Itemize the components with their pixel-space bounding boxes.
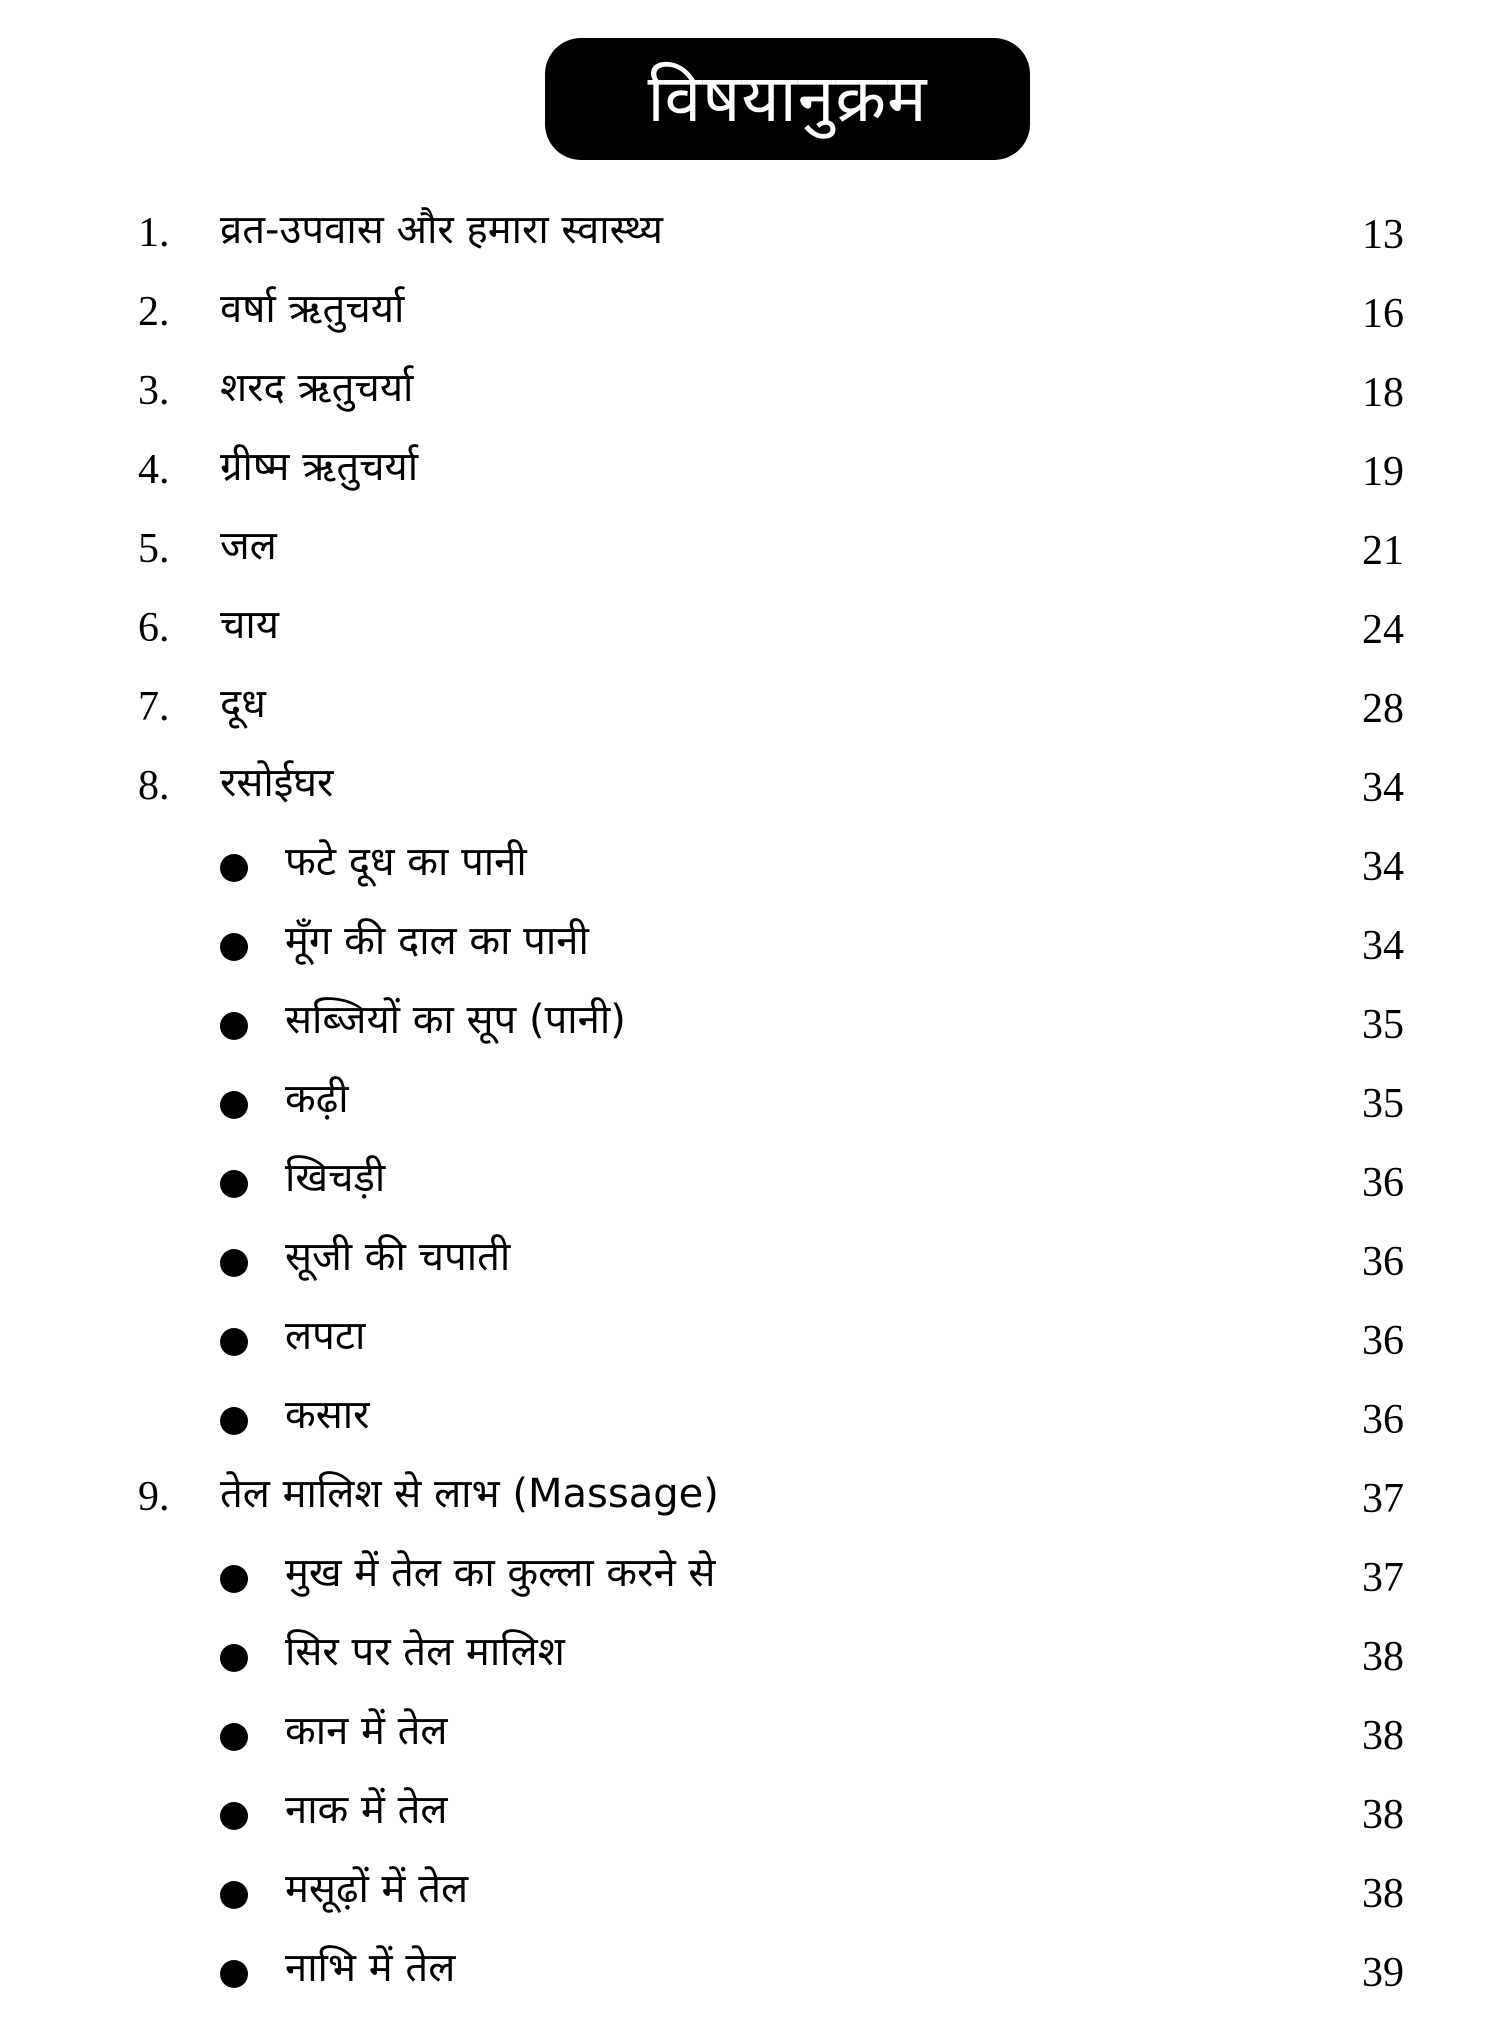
toc-subentry-title: सिर पर तेल मालिश (285, 1629, 565, 1675)
toc-entry[interactable] (0, 753, 1500, 832)
bullet-icon (220, 1249, 248, 1277)
toc-subentry-page: 38 (1362, 1792, 1404, 1838)
toc-subentry-page: 34 (1362, 844, 1404, 890)
toc-subentry[interactable] (0, 911, 1500, 990)
toc-entry-title: तेल मालिश से लाभ (Massage) (220, 1471, 719, 1517)
toc-entry-title: रसोईघर (220, 760, 334, 806)
toc-subentry-page: 36 (1362, 1397, 1404, 1443)
toc-entry-number: 3. (138, 368, 170, 414)
toc-entry-number: 9. (138, 1474, 170, 1520)
toc-subentry[interactable] (0, 1385, 1500, 1464)
toc-subentry[interactable] (0, 1227, 1500, 1306)
toc-subentry-title: मूँग की दाल का पानी (285, 918, 589, 964)
toc-entry-page: 24 (1362, 607, 1404, 653)
toc-subentry-page: 36 (1362, 1318, 1404, 1364)
table-of-contents (0, 200, 1500, 2017)
bullet-icon (220, 933, 248, 961)
toc-subentry-title: कढ़ी (285, 1076, 349, 1122)
toc-subentry-page: 36 (1362, 1160, 1404, 1206)
toc-entry-title: जल (220, 523, 277, 569)
toc-entry-page: 13 (1362, 212, 1404, 258)
toc-entry-page: 18 (1362, 370, 1404, 416)
toc-subentry-page: 37 (1362, 1555, 1404, 1601)
toc-entry-number: 7. (138, 684, 170, 730)
toc-subentry[interactable] (0, 1701, 1500, 1780)
toc-subentry-title: नाभि में तेल (285, 1945, 456, 1991)
toc-subentry-page: 38 (1362, 1634, 1404, 1680)
toc-entry-title: व्रत-उपवास और हमारा स्वास्थ्य (220, 207, 663, 253)
toc-entry[interactable] (0, 200, 1500, 279)
toc-subentry-title: लपटा (285, 1313, 366, 1359)
toc-subentry-page: 35 (1362, 1081, 1404, 1127)
toc-entry-number: 5. (138, 526, 170, 572)
toc-subentry-page: 34 (1362, 923, 1404, 969)
toc-subentry-title: कसार (285, 1392, 370, 1438)
toc-subentry[interactable] (0, 1938, 1500, 2017)
toc-subentry-title: कान में तेल (285, 1708, 448, 1754)
toc-entry-page: 37 (1362, 1476, 1404, 1522)
toc-subentry-page: 38 (1362, 1713, 1404, 1759)
toc-entry-title: दूध (220, 681, 266, 727)
toc-entry-number: 2. (138, 289, 170, 335)
bullet-icon (220, 854, 248, 882)
toc-subentry-page: 35 (1362, 1002, 1404, 1048)
toc-subentry[interactable] (0, 832, 1500, 911)
toc-subentry-title: फटे दूध का पानी (285, 839, 527, 885)
toc-entry[interactable] (0, 279, 1500, 358)
toc-subentry-title: मुख में तेल का कुल्ला करने से (285, 1550, 716, 1596)
toc-entry-title: चाय (220, 602, 279, 648)
toc-entry-title: ग्रीष्म ऋतुचर्या (220, 444, 419, 490)
toc-entry-number: 4. (138, 447, 170, 493)
toc-subentry-title: मसूढ़ों में तेल (285, 1866, 469, 1912)
bullet-icon (220, 1802, 248, 1830)
bullet-icon (220, 1012, 248, 1040)
contents-title-box (545, 38, 1030, 160)
bullet-icon (220, 1644, 248, 1672)
toc-subentry[interactable] (0, 1306, 1500, 1385)
toc-subentry-page: 39 (1362, 1950, 1404, 1996)
toc-subentry-page: 38 (1362, 1871, 1404, 1917)
toc-subentry[interactable] (0, 1069, 1500, 1148)
toc-subentry-title: खिचड़ी (285, 1155, 386, 1201)
toc-subentry[interactable] (0, 1543, 1500, 1622)
toc-entry[interactable] (0, 595, 1500, 674)
toc-entry[interactable] (0, 437, 1500, 516)
toc-subentry[interactable] (0, 1148, 1500, 1227)
bullet-icon (220, 1091, 248, 1119)
toc-subentry[interactable] (0, 1859, 1500, 1938)
toc-entry-page: 28 (1362, 686, 1404, 732)
toc-entry[interactable] (0, 1464, 1500, 1543)
toc-subentry-title: नाक में तेल (285, 1787, 448, 1833)
bullet-icon (220, 1170, 248, 1198)
toc-entry[interactable] (0, 674, 1500, 753)
bullet-icon (220, 1960, 248, 1988)
toc-entry-page: 19 (1362, 449, 1404, 495)
toc-entry-page: 34 (1362, 765, 1404, 811)
toc-entry[interactable] (0, 358, 1500, 437)
bullet-icon (220, 1565, 248, 1593)
toc-entry-number: 1. (138, 210, 170, 256)
toc-subentry[interactable] (0, 1780, 1500, 1859)
toc-entry-page: 21 (1362, 528, 1404, 574)
toc-entry-title: शरद ऋतुचर्या (220, 365, 414, 411)
toc-subentry[interactable] (0, 1622, 1500, 1701)
bullet-icon (220, 1723, 248, 1751)
toc-subentry[interactable] (0, 990, 1500, 1069)
bullet-icon (220, 1407, 248, 1435)
contents-title: विषयानुक्रम (647, 60, 928, 137)
toc-subentry-title: सूजी की चपाती (285, 1234, 511, 1280)
toc-subentry-page: 36 (1362, 1239, 1404, 1285)
toc-entry-title: वर्षा ऋतुचर्या (220, 286, 405, 332)
toc-entry[interactable] (0, 516, 1500, 595)
bullet-icon (220, 1881, 248, 1909)
toc-entry-number: 8. (138, 763, 170, 809)
toc-entry-number: 6. (138, 605, 170, 651)
bullet-icon (220, 1328, 248, 1356)
toc-subentry-title: सब्जियों का सूप (पानी) (285, 997, 626, 1043)
toc-entry-page: 16 (1362, 291, 1404, 337)
